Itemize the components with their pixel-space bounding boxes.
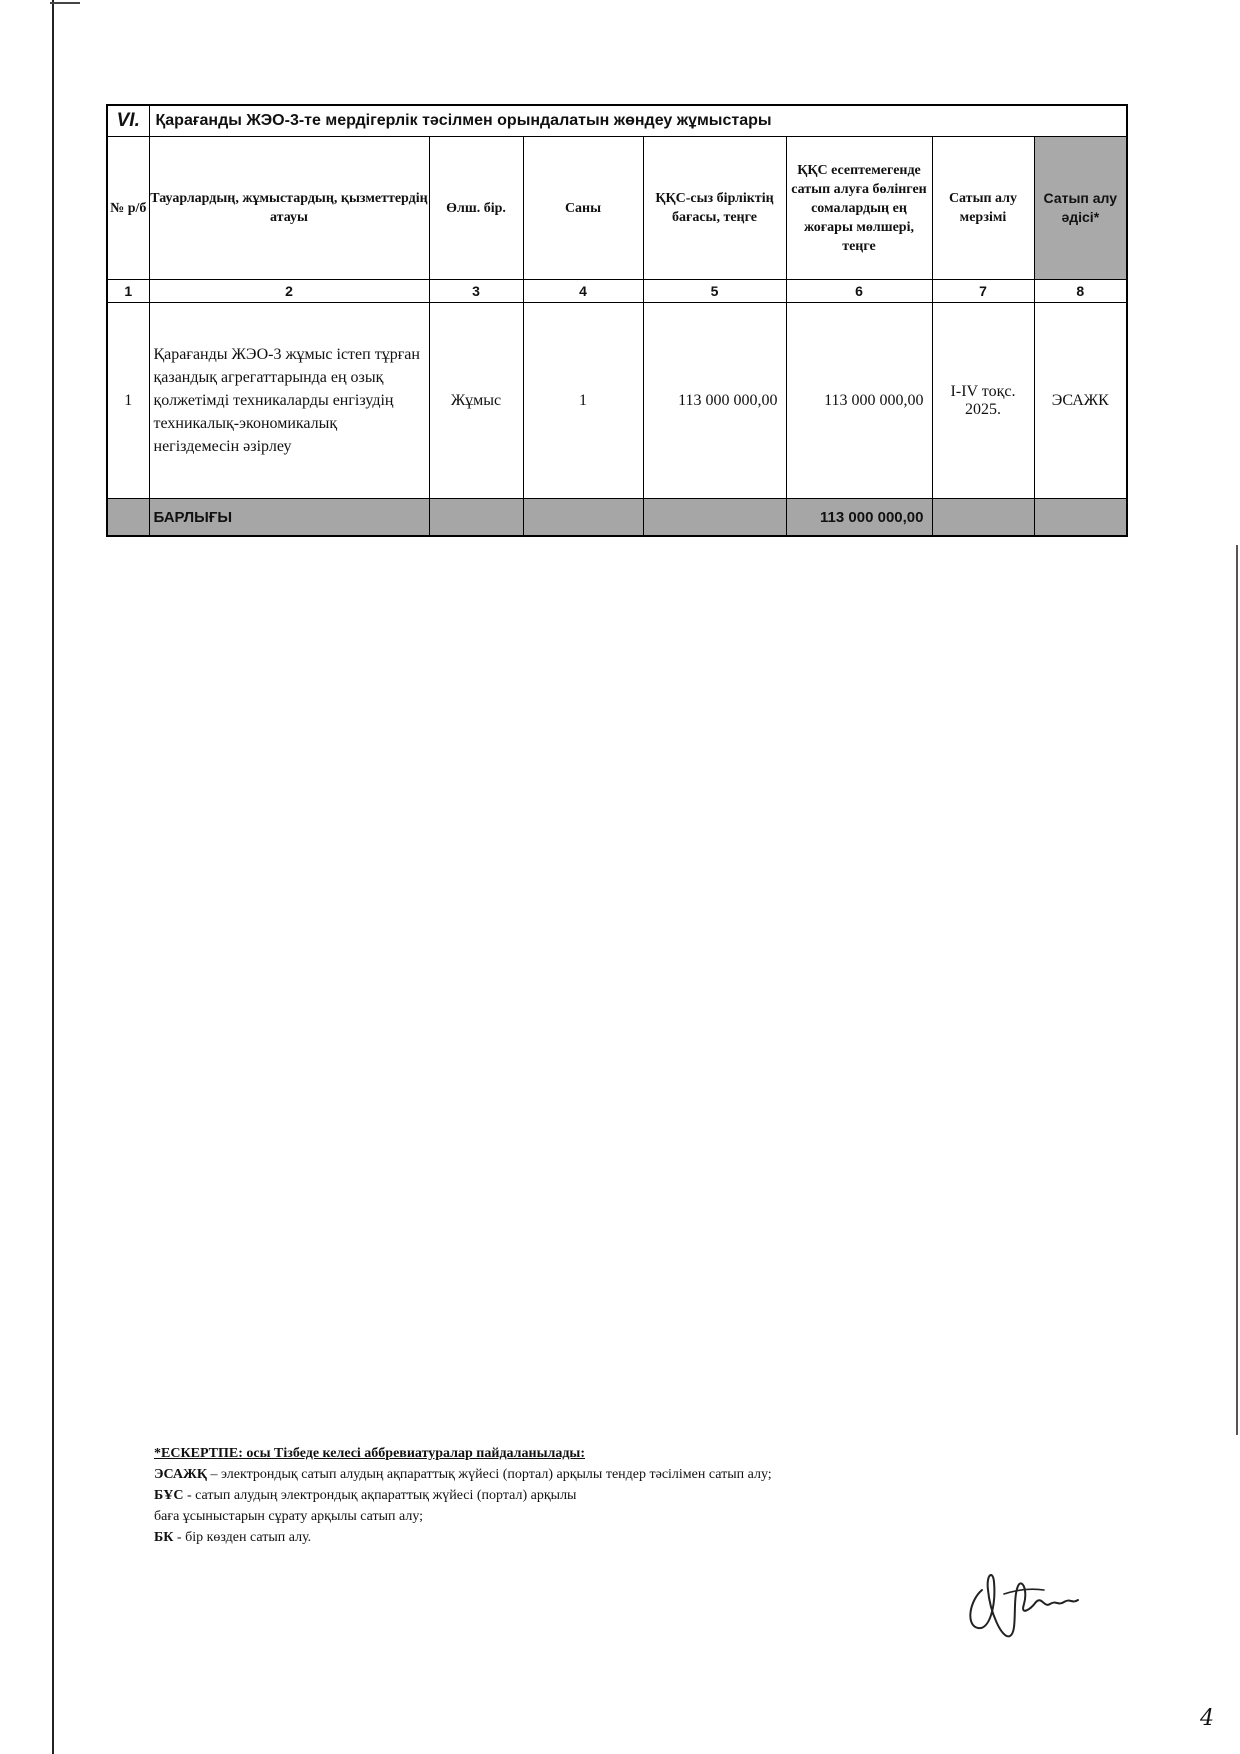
total-empty-cell xyxy=(1034,499,1127,537)
item-quantity: 1 xyxy=(523,303,643,499)
column-number: 2 xyxy=(149,280,429,303)
section-number: VI. xyxy=(107,105,149,137)
item-unit-price: 113 000 000,00 xyxy=(643,303,786,499)
footnote-abbr: БҰС xyxy=(154,1488,184,1503)
section-row xyxy=(107,105,1127,137)
header-cell: ҚҚС есептемегенде сатып алуға бөлінген сомалардың ең жоғары мөлшері, теңге xyxy=(786,137,932,280)
header-cell: Сатып алу әдісі* xyxy=(1034,137,1127,280)
handwritten-signature xyxy=(960,1560,1100,1650)
total-label: БАРЛЫҒЫ xyxy=(149,499,429,537)
footnote-abbr: БК xyxy=(154,1530,174,1545)
footnote xyxy=(154,1443,914,1548)
total-empty-cell xyxy=(932,499,1034,537)
column-number: 5 xyxy=(643,280,786,303)
scan-edge-right xyxy=(1236,545,1238,1435)
item-period: I-IV тоқс. 2025. xyxy=(932,303,1034,499)
item-unit: Жұмыс xyxy=(429,303,523,499)
item-method: ЭСАЖК xyxy=(1034,303,1127,499)
item-max-amount: 113 000 000,00 xyxy=(786,303,932,499)
footnote-text: - сатып алудың электрондық ақпараттық жүйесі (портал) арқылы xyxy=(183,1488,577,1503)
column-number: 7 xyxy=(932,280,1034,303)
scan-edge xyxy=(52,0,54,1754)
total-row xyxy=(107,499,1127,537)
procurement-table xyxy=(106,104,1128,537)
header-cell: ҚҚС-сыз бірліктің бағасы, теңге xyxy=(643,137,786,280)
footnote-text: - бір көзден сатып алу. xyxy=(173,1530,312,1545)
footnote-abbr: ЭСАЖҚ xyxy=(154,1467,208,1482)
footnote-line xyxy=(154,1527,914,1548)
section-title: Қарағанды ЖЭО-3-те мердігерлік тәсілмен орындалатын жөндеу жұмыстары xyxy=(149,105,1127,137)
column-number: 8 xyxy=(1034,280,1127,303)
total-empty-cell xyxy=(643,499,786,537)
header-cell: № р/б xyxy=(107,137,149,280)
footnote-text: баға ұсыныстарын сұрату арқылы сатып алу; xyxy=(154,1509,424,1524)
page-number: 4 xyxy=(1200,1706,1214,1731)
header-cell: Сатып алу мерзімі xyxy=(932,137,1034,280)
scan-edge-top xyxy=(50,2,80,4)
item-name: Қарағанды ЖЭО-3 жұмыс істеп тұрған қазандық агрегаттарында ең озық қолжетімді техникаларды енгізудің техникалық-экономикалық негіздемесін әзірлеу xyxy=(149,303,429,499)
footnote-line xyxy=(154,1485,914,1506)
column-number-row xyxy=(107,280,1127,303)
footnote-text: – электрондық сатып алудың ақпараттық жүйесі (портал) арқылы тендер тәсілімен сатып алу; xyxy=(207,1467,772,1482)
row-number: 1 xyxy=(107,303,149,499)
column-number: 1 xyxy=(107,280,149,303)
footnote-line xyxy=(154,1464,914,1485)
footnote-title: *ЕСКЕРТПЕ: осы Тізбеде келесі аббревиатуралар пайдаланылады: xyxy=(154,1446,586,1461)
column-number: 4 xyxy=(523,280,643,303)
total-empty-cell xyxy=(523,499,643,537)
column-number: 3 xyxy=(429,280,523,303)
table-row xyxy=(107,303,1127,499)
header-cell: Саны xyxy=(523,137,643,280)
footnote-line xyxy=(154,1506,914,1527)
column-number: 6 xyxy=(786,280,932,303)
total-amount: 113 000 000,00 xyxy=(786,499,932,537)
header-cell: Тауарлардың, жұмыстардың, қызметтердің атауы xyxy=(149,137,429,280)
header-cell: Өлш. бір. xyxy=(429,137,523,280)
header-row xyxy=(107,137,1127,280)
total-empty-cell xyxy=(429,499,523,537)
total-empty-cell xyxy=(107,499,149,537)
